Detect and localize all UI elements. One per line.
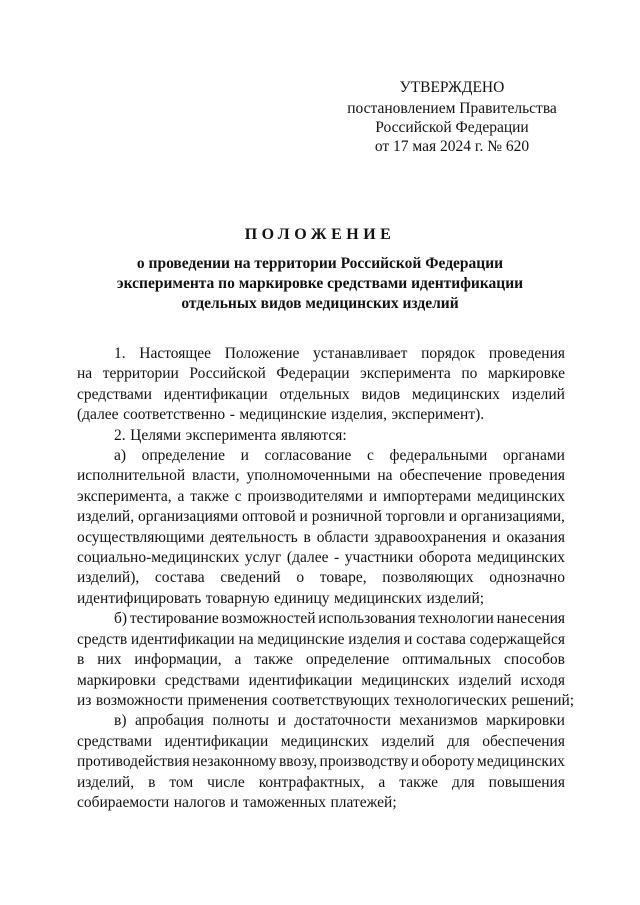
word: эксперимента	[185, 426, 277, 444]
word: на	[238, 630, 254, 648]
word: идентификации	[130, 630, 235, 648]
word: 2.	[114, 426, 126, 444]
paragraph-line	[77, 752, 565, 772]
word: повышения	[488, 773, 565, 791]
word: способов	[504, 651, 565, 669]
word: согласование	[264, 447, 352, 465]
word: видов	[361, 385, 401, 403]
word: устанавливает	[313, 345, 408, 362]
word: области	[316, 528, 369, 546]
word: -	[334, 549, 340, 567]
word: оптимальных	[402, 651, 492, 669]
word: возможностей	[221, 610, 316, 628]
paragraph-line	[77, 466, 565, 486]
word: состава	[154, 569, 205, 587]
word: платежей;	[330, 793, 397, 811]
word: Федерации	[276, 365, 350, 383]
word: технологии	[418, 610, 494, 628]
word: о	[296, 569, 305, 587]
paragraph-line	[77, 426, 565, 446]
word: (далее	[77, 406, 119, 424]
word: медицинских	[476, 487, 565, 505]
word: определение	[305, 651, 390, 669]
document-title: ПОЛОЖЕНИЕ	[244, 226, 396, 243]
word: товарную	[205, 589, 270, 607]
word: определение	[141, 447, 225, 465]
word: проведения	[488, 467, 565, 485]
word: и	[368, 487, 378, 505]
word: числе	[207, 773, 245, 791]
document-body	[77, 344, 575, 813]
word: медицинских	[411, 385, 500, 403]
word: изделий	[458, 671, 512, 689]
word: федеральными	[389, 447, 488, 465]
word: незаконному	[192, 753, 277, 771]
word: маркировке	[487, 365, 565, 383]
word: единицу	[274, 589, 330, 607]
word: для	[451, 773, 475, 791]
word: (далее	[286, 549, 329, 567]
word: идентификации	[248, 671, 353, 689]
word: также	[254, 651, 294, 669]
word: средствами	[77, 732, 152, 750]
word: социально-медицинских	[77, 549, 240, 567]
word: таможенных	[242, 793, 327, 811]
word: налогов	[173, 793, 226, 811]
word: медицинских	[334, 589, 423, 607]
word: эксперимента,	[77, 487, 172, 505]
word: в	[303, 528, 311, 546]
word: для	[446, 732, 470, 750]
word: в)	[114, 712, 127, 730]
word: проведения	[488, 345, 565, 362]
paragraph	[77, 446, 565, 609]
word: из	[77, 691, 92, 709]
word: Положение	[224, 345, 300, 362]
word: том	[169, 773, 194, 791]
word: сведений	[220, 569, 281, 587]
word: а	[234, 651, 242, 669]
word: изделий	[381, 732, 435, 750]
paragraph-line	[77, 364, 565, 384]
word: апробация	[135, 712, 204, 730]
word: в	[77, 651, 85, 669]
word: исходя	[520, 671, 565, 689]
word: оборота	[418, 549, 472, 567]
word: и	[277, 712, 286, 730]
paragraph-line	[77, 609, 565, 629]
word: товаре,	[319, 569, 367, 587]
document-subtitle-line: о проведении на территории Российской Федерации	[136, 255, 504, 272]
word: эксперимента	[360, 365, 451, 383]
paragraph-line	[77, 589, 565, 609]
paragraph-line	[77, 568, 565, 588]
word: организациями	[137, 508, 239, 526]
word: с	[234, 487, 242, 505]
word: и	[404, 630, 413, 648]
word: уполномоченными	[246, 467, 371, 485]
word: применения	[187, 691, 268, 709]
word: изделий),	[77, 569, 140, 587]
paragraph-line	[77, 528, 565, 548]
word: Целями	[130, 426, 182, 444]
word: также	[399, 773, 438, 791]
word: них	[97, 651, 122, 669]
paragraph-line	[77, 548, 565, 568]
word: информации,	[134, 651, 222, 669]
word: контрафактных,	[258, 773, 365, 791]
word: и	[492, 528, 501, 546]
word: организациями,	[460, 508, 565, 526]
word: торговли	[385, 508, 445, 526]
approval-title: УТВЕРЖДЕНО	[399, 79, 505, 96]
word: изделий,	[77, 773, 135, 791]
word: обеспечения	[482, 732, 565, 750]
word: оптовой	[242, 508, 296, 526]
word: 1.	[114, 345, 126, 362]
word: маркировки	[486, 712, 565, 730]
word: и	[299, 508, 308, 526]
word: медицинские	[257, 630, 345, 648]
word: деятельность	[210, 528, 298, 546]
paragraph-line	[77, 507, 565, 527]
word: импортерами	[383, 487, 472, 505]
word: медицинских	[361, 671, 450, 689]
paragraph-line	[77, 732, 565, 752]
word: изделий;	[426, 589, 485, 607]
paragraph-line	[77, 344, 565, 364]
word: медицинских	[476, 549, 565, 567]
word: собираемости	[77, 793, 170, 811]
word: Российской	[189, 365, 266, 383]
word: решений;	[511, 691, 575, 709]
word: с	[366, 447, 374, 465]
word: и	[410, 753, 420, 771]
word: средствами	[77, 385, 152, 403]
word: ввозу,	[278, 753, 318, 771]
word: по	[461, 365, 478, 383]
word: являются:	[280, 426, 347, 444]
word: осуществляющими	[77, 528, 205, 546]
word: изделий,	[77, 508, 135, 526]
word: власти,	[192, 467, 240, 485]
paragraph-line	[77, 691, 575, 711]
paragraph	[77, 609, 575, 711]
word: средств	[77, 630, 128, 648]
paragraph-line	[77, 487, 565, 507]
word: здравоохранения	[374, 528, 487, 546]
word: производству	[319, 753, 409, 771]
word: медицинские	[239, 406, 327, 424]
word: маркировки	[77, 671, 156, 689]
word: в	[148, 773, 156, 791]
word: содержащейся	[469, 630, 565, 648]
word: изделия,	[331, 406, 387, 424]
paragraph	[77, 344, 565, 426]
word: медицинских	[280, 732, 369, 750]
word: и	[240, 447, 249, 465]
word: однозначно	[489, 569, 565, 587]
word: тестирование	[129, 610, 219, 628]
document-heading	[60, 226, 580, 314]
word: на	[377, 467, 393, 485]
paragraph-line	[77, 630, 565, 650]
word: состава	[416, 630, 466, 648]
word: и	[448, 508, 458, 526]
word: соответственно	[123, 406, 226, 424]
word: нанесения	[496, 610, 565, 628]
paragraph-line	[77, 793, 565, 813]
word: технологических	[394, 691, 507, 709]
document-subtitle-line: эксперимента по маркировке средствами идентификации	[116, 275, 524, 292]
approval-line: постановлением Правительства	[347, 100, 557, 117]
word: соответствующих	[271, 691, 390, 709]
word: обороту	[421, 753, 475, 771]
word: а	[177, 487, 185, 505]
word: медицинских	[476, 753, 565, 771]
word: исполнительной	[77, 467, 186, 485]
paragraph-line	[77, 446, 565, 466]
word: б)	[114, 610, 128, 628]
approval-block	[332, 78, 572, 156]
word: идентификации	[164, 732, 269, 750]
word: участники	[344, 549, 414, 567]
word: Настоящее	[139, 345, 212, 362]
word: оказания	[506, 528, 565, 546]
word: органами	[502, 447, 565, 465]
word: обеспечение	[399, 467, 482, 485]
word: порядок	[421, 345, 476, 362]
paragraph-line	[77, 711, 565, 731]
document-subtitle-line: отдельных видов медицинских изделий	[181, 295, 459, 312]
word: на	[77, 365, 93, 383]
word: средствами	[164, 671, 240, 689]
word: отдельных	[279, 385, 350, 403]
word: производителями	[247, 487, 364, 505]
word: позволяющих	[382, 569, 474, 587]
word: а	[378, 773, 386, 791]
approval-line: от 17 мая 2024 г. № 620	[374, 138, 530, 155]
word: противодействия	[77, 753, 190, 771]
paragraph-line	[77, 385, 565, 405]
word: возможности	[95, 691, 184, 709]
word: и	[230, 793, 239, 811]
paragraph-line	[77, 650, 565, 670]
word: использования	[318, 610, 416, 628]
word: территории	[102, 365, 179, 383]
word: также	[190, 487, 229, 505]
paragraph	[77, 711, 565, 813]
word: изделий	[511, 385, 565, 403]
paragraph-line	[77, 773, 565, 793]
word: а)	[114, 447, 127, 465]
word: услуг	[244, 549, 282, 567]
word: идентифицировать	[77, 589, 202, 607]
word: эксперимент).	[391, 406, 485, 424]
word: -	[229, 406, 235, 424]
word: розничной	[311, 508, 383, 526]
word: механизмов	[399, 712, 478, 730]
word: идентификации	[163, 385, 268, 403]
approval-line: Российской Федерации	[375, 119, 529, 136]
paragraph-line	[77, 405, 565, 425]
paragraph	[77, 426, 565, 446]
word: изделия	[348, 630, 401, 648]
paragraph-line	[77, 671, 565, 691]
word: достаточности	[294, 712, 391, 730]
word: полноты	[212, 712, 270, 730]
